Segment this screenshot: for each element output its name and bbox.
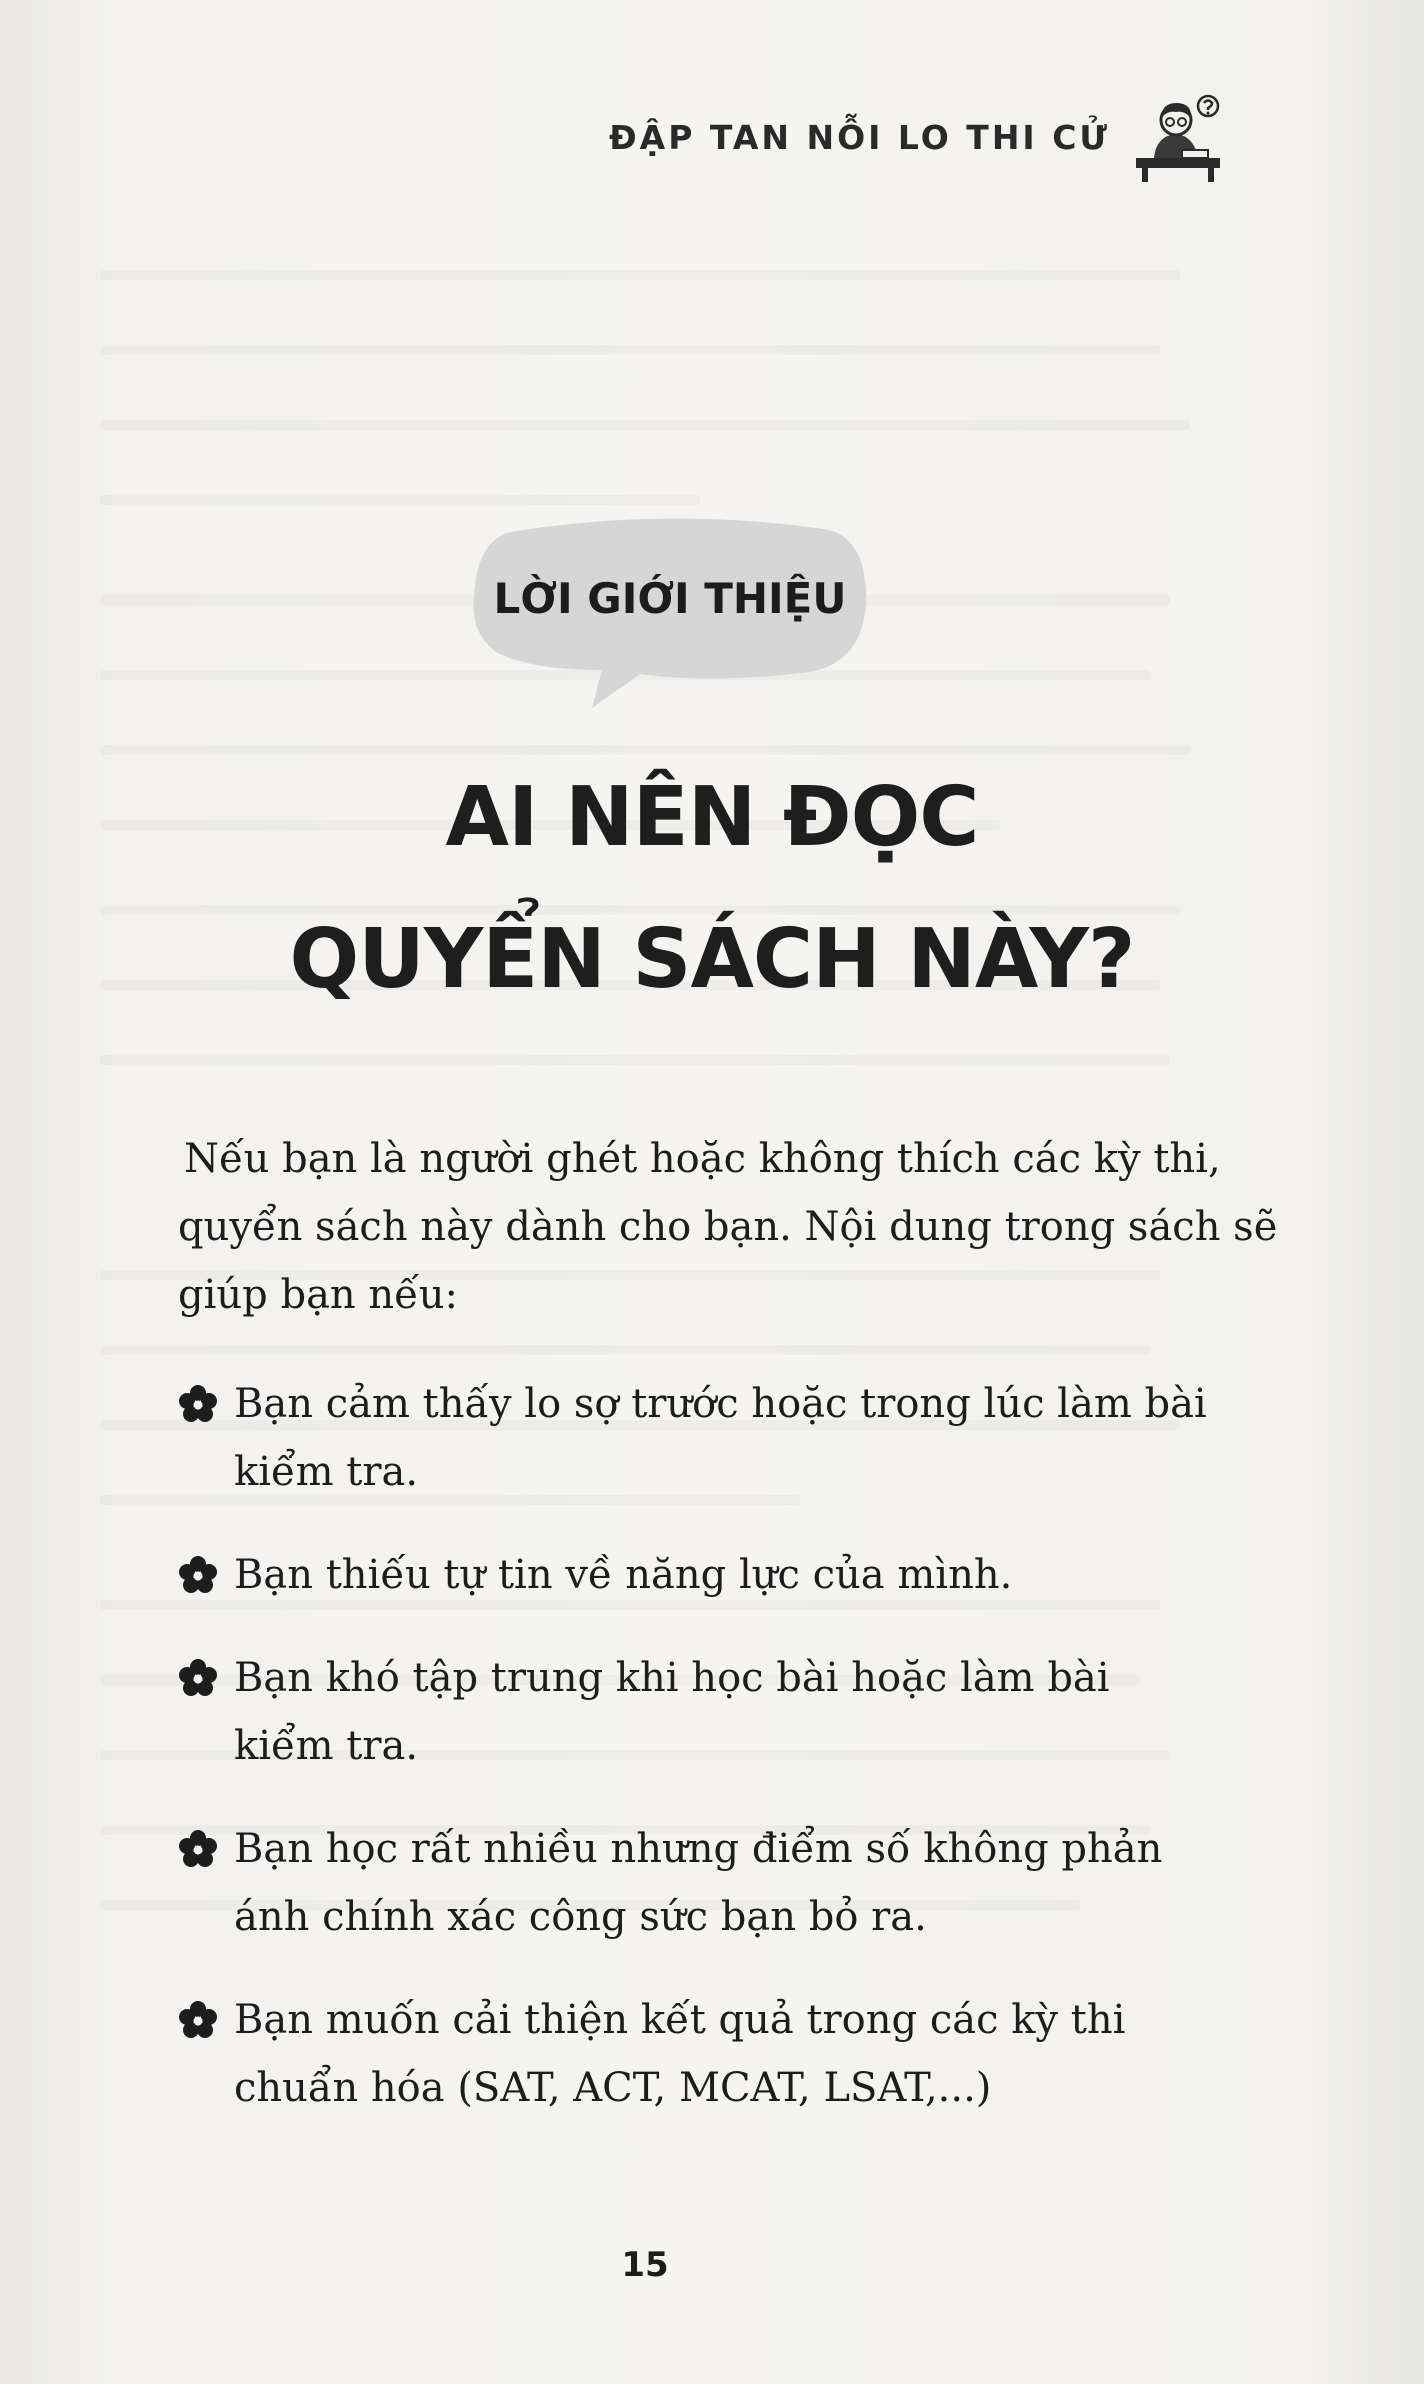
list-item-line: kiểm tra.: [234, 1449, 419, 1495]
page-number: 15: [621, 2245, 669, 2285]
list-item: [178, 1370, 1208, 1506]
flower-icon: [178, 1384, 218, 1424]
running-header-title: ĐẬP TAN NỖI LO THI CỬ: [609, 118, 1110, 157]
list-item: [178, 1815, 1208, 1951]
student-at-desk-icon: [1132, 92, 1224, 184]
intro-line: giúp bạn nếu:: [178, 1272, 459, 1318]
section-label: LỜI GIỚI THIỆU: [493, 574, 847, 623]
list-item: [178, 1644, 1208, 1780]
list-item-line: Bạn cảm thấy lo sợ trước hoặc trong lúc làm bài: [234, 1381, 1207, 1427]
list-item-line: ánh chính xác công sức bạn bỏ ra.: [234, 1894, 927, 1940]
reasons-list: [178, 1370, 1208, 2122]
list-item-line: chuẩn hóa (SAT, ACT, MCAT, LSAT,...): [234, 2065, 992, 2111]
list-item: [178, 1541, 1208, 1609]
list-item-line: kiểm tra.: [234, 1723, 419, 1769]
page-title-line-2: QUYỂN SÁCH NÀY?: [289, 912, 1135, 1007]
flower-icon: [178, 2000, 218, 2040]
flower-icon: [178, 1829, 218, 1869]
section-label-bubble: [470, 512, 870, 712]
flower-icon: [178, 1658, 218, 1698]
list-item-line: Bạn thiếu tự tin về năng lực của mình.: [234, 1552, 1013, 1598]
intro-line: quyển sách này dành cho bạn. Nội dung trong sách sẽ: [178, 1204, 1278, 1250]
intro-paragraph: [178, 1125, 1278, 1329]
intro-line: Nếu bạn là người ghét hoặc không thích các kỳ thi,: [184, 1136, 1221, 1182]
list-item-line: Bạn học rất nhiều nhưng điểm số không phản: [234, 1826, 1163, 1872]
list-item: [178, 1986, 1208, 2122]
list-item-line: Bạn muốn cải thiện kết quả trong các kỳ thi: [234, 1997, 1126, 2043]
list-item-line: Bạn khó tập trung khi học bài hoặc làm bài: [234, 1655, 1110, 1701]
page-title-line-1: AI NÊN ĐỌC: [445, 770, 979, 865]
flower-icon: [178, 1555, 218, 1595]
